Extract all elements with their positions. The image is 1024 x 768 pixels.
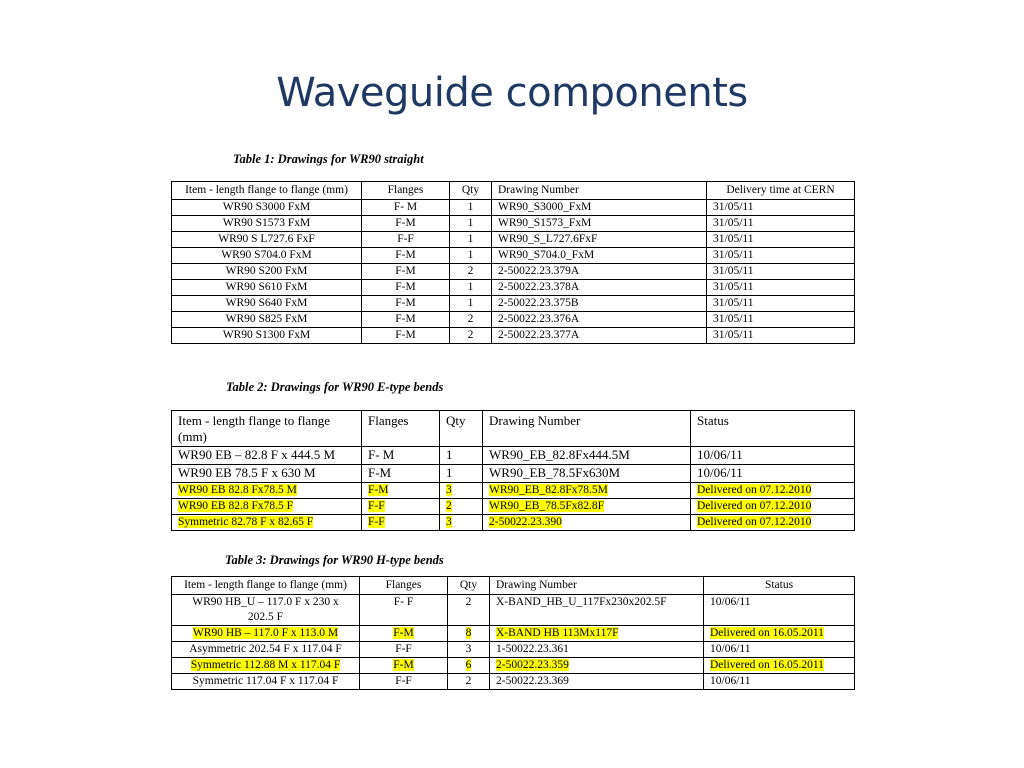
table-row-highlighted — [172, 626, 855, 642]
qty-cell: 1 — [450, 248, 492, 264]
flanges-cell: F-M — [362, 264, 450, 280]
delivery-cell: 31/05/11 — [707, 232, 855, 248]
table1-header-qty: Qty — [450, 182, 492, 200]
status-cell: 10/06/11 — [704, 642, 855, 658]
flanges-cell: F-M — [362, 328, 450, 344]
qty-cell: 2 — [450, 264, 492, 280]
table2-header-status: Status — [691, 411, 855, 447]
status-cell: Delivered on 07.12.2010 — [697, 500, 812, 512]
drawing-cell: X-BAND HB 113Mx117F — [496, 627, 619, 639]
table2-header-item: Item - length flange to flange (mm) — [172, 411, 362, 447]
drawing-cell: 2-50022.23.376A — [492, 312, 707, 328]
table2-e-bends — [171, 410, 855, 531]
table3-h-bends — [171, 576, 855, 690]
table1-header-item: Item - length flange to flange (mm) — [172, 182, 362, 200]
delivery-cell: 31/05/11 — [707, 248, 855, 264]
table1-header-row — [172, 182, 855, 200]
item-cell: WR90 HB – 117.0 F x 113.0 M — [192, 627, 339, 639]
item-cell: WR90 S1573 FxM — [172, 216, 362, 232]
table2-caption: Table 2: Drawings for WR90 E-type bends — [226, 380, 444, 394]
flanges-cell: F- F — [360, 595, 448, 626]
item-cell: WR90 EB 82.8 Fx78.5 F — [178, 500, 294, 512]
delivery-cell: 31/05/11 — [707, 328, 855, 344]
item-cell: WR90 HB_U – 117.0 F x 230 x 202.5 F — [172, 595, 360, 626]
qty-cell: 2 — [448, 595, 490, 626]
flanges-cell: F-F — [360, 642, 448, 658]
flanges-cell: F-F — [368, 516, 385, 528]
table-row — [172, 595, 855, 626]
flanges-cell: F-M — [362, 216, 450, 232]
table-row-highlighted — [172, 515, 855, 531]
flanges-cell: F-F — [362, 232, 450, 248]
status-cell: 10/06/11 — [704, 595, 855, 626]
status-cell: 10/06/11 — [704, 674, 855, 690]
table-row-highlighted — [172, 658, 855, 674]
item-cell: Symmetric 117.04 F x 117.04 F — [172, 674, 360, 690]
table3-header-item: Item - length flange to flange (mm) — [172, 577, 360, 595]
table1-header-drawing: Drawing Number — [492, 182, 707, 200]
table3-header-flanges: Flanges — [360, 577, 448, 595]
item-cell: Asymmetric 202.54 F x 117.04 F — [172, 642, 360, 658]
table1-caption: Table 1: Drawings for WR90 straight — [233, 152, 424, 166]
table-row — [172, 642, 855, 658]
table-row-highlighted — [172, 483, 855, 499]
flanges-cell: F-M — [393, 659, 414, 671]
qty-cell: 1 — [450, 280, 492, 296]
qty-cell: 1 — [450, 296, 492, 312]
item-cell: WR90 S825 FxM — [172, 312, 362, 328]
table2-header-qty: Qty — [440, 411, 483, 447]
flanges-cell: F-M — [362, 280, 450, 296]
qty-cell: 8 — [465, 627, 472, 639]
qty-cell: 1 — [440, 447, 483, 465]
drawing-cell: WR90_S1573_FxM — [492, 216, 707, 232]
flanges-cell: F-M — [362, 465, 440, 483]
qty-cell: 1 — [450, 232, 492, 248]
qty-cell: 6 — [465, 659, 472, 671]
item-cell: WR90 S1300 FxM — [172, 328, 362, 344]
table-row — [172, 248, 855, 264]
drawing-cell: WR90_EB_82.8Fx444.5M — [483, 447, 691, 465]
table3-header-qty: Qty — [448, 577, 490, 595]
flanges-cell: F-M — [393, 627, 414, 639]
table1-straight — [171, 181, 855, 344]
table-row — [172, 674, 855, 690]
status-cell: Delivered on 07.12.2010 — [697, 484, 812, 496]
qty-cell: 2 — [446, 500, 452, 512]
item-cell: WR90 S610 FxM — [172, 280, 362, 296]
item-cell: WR90 S L727.6 FxF — [172, 232, 362, 248]
drawing-cell: WR90_EB_78.5Fx82.8F — [489, 500, 605, 512]
qty-cell: 1 — [450, 216, 492, 232]
table-row — [172, 328, 855, 344]
drawing-cell: WR90_EB_82.8Fx78.5M — [489, 484, 608, 496]
item-cell: Symmetric 112.88 M x 117.04 F — [190, 659, 341, 671]
flanges-cell: F-F — [368, 500, 385, 512]
item-cell: WR90 EB 78.5 F x 630 M — [172, 465, 362, 483]
item-cell: WR90 EB – 82.8 F x 444.5 M — [172, 447, 362, 465]
qty-cell: 3 — [446, 516, 452, 528]
delivery-cell: 31/05/11 — [707, 296, 855, 312]
delivery-cell: 31/05/11 — [707, 216, 855, 232]
table-row — [172, 296, 855, 312]
delivery-cell: 31/05/11 — [707, 312, 855, 328]
table-row — [172, 200, 855, 216]
item-cell: WR90 S3000 FxM — [172, 200, 362, 216]
delivery-cell: 31/05/11 — [707, 200, 855, 216]
flanges-cell: F-M — [368, 484, 389, 496]
table3-header-drawing: Drawing Number — [490, 577, 704, 595]
table2-header-drawing: Drawing Number — [483, 411, 691, 447]
table1-header-flanges: Flanges — [362, 182, 450, 200]
delivery-cell: 31/05/11 — [707, 264, 855, 280]
table2-header-row — [172, 411, 855, 447]
table-row — [172, 232, 855, 248]
status-cell: 10/06/11 — [691, 447, 855, 465]
status-cell: 10/06/11 — [691, 465, 855, 483]
drawing-cell: 2-50022.23.379A — [492, 264, 707, 280]
flanges-cell: F-F — [360, 674, 448, 690]
flanges-cell: F- M — [362, 447, 440, 465]
status-cell: Delivered on 16.05.2011 — [710, 659, 824, 671]
table-row — [172, 280, 855, 296]
item-cell: WR90 S200 FxM — [172, 264, 362, 280]
qty-cell: 2 — [448, 674, 490, 690]
item-cell: WR90 EB 82.8 Fx78.5 M — [178, 484, 297, 496]
table3-header-status: Status — [704, 577, 855, 595]
table3-header-row — [172, 577, 855, 595]
qty-cell: 3 — [448, 642, 490, 658]
page-title: Waveguide components — [276, 70, 748, 116]
drawing-cell: 2-50022.23.359 — [496, 659, 569, 671]
flanges-cell: F-M — [362, 312, 450, 328]
item-cell: WR90 S640 FxM — [172, 296, 362, 312]
drawing-cell: WR90_S_L727.6FxF — [492, 232, 707, 248]
drawing-cell: WR90_EB_78.5Fx630M — [483, 465, 691, 483]
qty-cell: 2 — [450, 328, 492, 344]
table-row — [172, 216, 855, 232]
status-cell: Delivered on 16.05.2011 — [710, 627, 824, 639]
drawing-cell: WR90_S704.0_FxM — [492, 248, 707, 264]
drawing-cell: X-BAND_HB_U_117Fx230x202.5F — [490, 595, 704, 626]
table-row-highlighted — [172, 499, 855, 515]
flanges-cell: F-M — [362, 248, 450, 264]
table2-header-flanges: Flanges — [362, 411, 440, 447]
flanges-cell: F- M — [362, 200, 450, 216]
drawing-cell: 2-50022.23.378A — [492, 280, 707, 296]
item-cell: Symmetric 82.78 F x 82.65 F — [178, 516, 314, 528]
table-row — [172, 465, 855, 483]
drawing-cell: WR90_S3000_FxM — [492, 200, 707, 216]
item-cell: WR90 S704.0 FxM — [172, 248, 362, 264]
qty-cell: 1 — [440, 465, 483, 483]
status-cell: Delivered on 07.12.2010 — [697, 516, 812, 528]
table1-header-delivery: Delivery time at CERN — [707, 182, 855, 200]
qty-cell: 1 — [450, 200, 492, 216]
table-row — [172, 447, 855, 465]
qty-cell: 2 — [450, 312, 492, 328]
drawing-cell: 2-50022.23.369 — [490, 674, 704, 690]
drawing-cell: 1-50022.23.361 — [490, 642, 704, 658]
table-row — [172, 264, 855, 280]
table-row — [172, 312, 855, 328]
drawing-cell: 2-50022.23.377A — [492, 328, 707, 344]
delivery-cell: 31/05/11 — [707, 280, 855, 296]
table3-caption: Table 3: Drawings for WR90 H-type bends — [225, 553, 444, 567]
drawing-cell: 2-50022.23.375B — [492, 296, 707, 312]
qty-cell: 3 — [446, 484, 452, 496]
drawing-cell: 2-50022.23.390 — [489, 516, 562, 528]
flanges-cell: F-M — [362, 296, 450, 312]
